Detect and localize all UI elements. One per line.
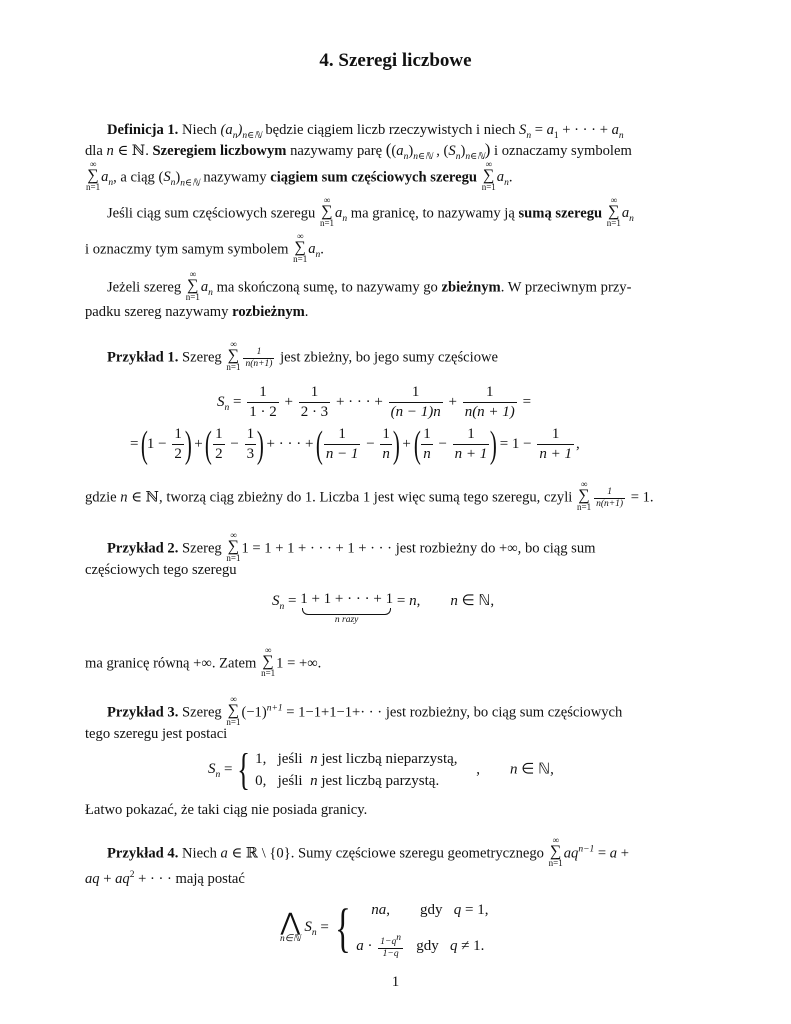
sum-symbol: ∞ ∑ n=1	[293, 231, 308, 264]
sum-symbol: ∞ ∑ n=1	[548, 835, 563, 868]
text: nazywamy parę	[290, 143, 383, 159]
term-szereg-liczbowy: Szeregiem liczbowym	[152, 143, 287, 159]
text: dla	[85, 143, 103, 159]
text: mają postać	[175, 870, 245, 887]
text: . Sumy częściowe szeregu geometrycznego	[290, 845, 544, 862]
example2-line-1: Przykład 2. Szereg ∞ ∑ n=1 1 = 1 + 1 + · · · + 1 + · · · jest rozbieżny do +∞, bo ciąg sum	[107, 530, 596, 563]
equation-ex2: $S_n = 1 + 1$ + · · · + 1 n razy = n, n ∈ ℕ,	[272, 591, 495, 625]
text: Niech	[182, 845, 217, 862]
text: Niech	[182, 122, 217, 138]
underbrace-label: n razy	[334, 615, 359, 625]
text: ma granicę równą +∞. Zatem	[85, 655, 257, 672]
text: będzie ciągiem liczb rzeczywistych i niech	[265, 122, 516, 138]
example2-label: Przykład 2.	[107, 540, 179, 557]
text: Łatwo pokazać, że taki ciąg nie posiada granicy.	[85, 802, 368, 818]
page-title: 4. Szeregi liczbowe	[319, 50, 472, 71]
text: .	[304, 304, 309, 320]
text: gdy	[416, 938, 439, 954]
sum-symbol: ∞ ∑ n=1	[261, 645, 276, 678]
definition-line-4: Jeśli ciąg sum częściowych szeregu ∞ ∑ n=1 $a_n$ ma granicę, to nazywamy ją sumą szeregu ∞ ∑ n=1 $a_n$	[107, 195, 634, 228]
text: jeśli	[277, 751, 303, 767]
sum-symbol: ∞ ∑ n=1	[86, 159, 101, 192]
sum-symbol: ∞ ∑ n=1	[606, 195, 621, 228]
term-zbiezny: zbieżnym	[441, 279, 501, 296]
text: gdzie	[85, 489, 117, 506]
definition-line-5: i oznaczmy tym samym symbolem ∞ ∑ n=1 $a_n$.	[85, 231, 324, 264]
text: i oznaczamy symbolem	[494, 143, 632, 159]
text: Jeżeli szereg	[107, 279, 182, 296]
example1-line-1: Przykład 1. Szereg ∞ ∑ n=1 $\frac{1}{n(n+1)}$ jest zbieżny, bo jego sumy częściowe	[107, 339, 499, 372]
text: . W przeciwnym przy-	[500, 279, 632, 296]
definition-line-1: Definicja 1. Niech $(a_n)_{n\in ℕ}$ będzie ciągiem liczb rzeczywistych i niech $S_n = a_1$ + · · · + $a_n$	[107, 122, 624, 141]
sum-symbol: ∞ ∑ n=1	[319, 195, 335, 228]
example3-line-3	[85, 800, 707, 820]
example4-label: Przykład 4.	[107, 845, 179, 862]
text: padku szereg nazywamy	[85, 304, 229, 320]
text: nazywamy	[203, 169, 267, 186]
text: gdy	[420, 902, 443, 918]
equation-partial-sum-1: $S_n$ = $\frac{1}{1 \cdot 2}$ + $\frac{1}{2 \cdot 3}$ + · · · + $\frac{1}{(n - 1)n}$ + $\frac{1}{n(n + 1)}$ =	[217, 384, 532, 420]
example3-line-2	[85, 724, 707, 744]
sum-symbol: ∞ ∑ n=1	[226, 530, 241, 563]
underbrace: 1 + 1 + · · · + 1 n razy	[300, 591, 394, 625]
example1-label: Przykład 1.	[107, 349, 179, 366]
text: Jeśli ciąg sum częściowych szeregu	[107, 205, 316, 222]
cases: na, gdy q = 1, a · $\frac{1-q^n}{1-q}$ gdy q ≠ 1.	[356, 902, 489, 960]
example4-line-1: Przykład 4. Niech a ∈ ℝ \ {0}. Sumy częściowe szeregu geometrycznego ∞ ∑ n=1 $aq^{n-1} = a$ +	[107, 835, 629, 868]
text: tego szeregu jest postaci	[85, 726, 228, 742]
term-rozbiezny: rozbieżnym	[232, 304, 305, 320]
sum-symbol: ∞ ∑ n=1	[226, 694, 241, 727]
bigwedge-symbol: ⋀ n∈ℕ	[280, 910, 301, 945]
text: Szereg	[182, 349, 222, 366]
term-suma-szeregu: sumą szeregu	[518, 205, 603, 222]
text: jest liczbą nieparzystą,	[321, 751, 458, 767]
cases: 1, jeśli n jest liczbą nieparzystą, 0, jeśli n jest liczbą parzystą.	[255, 751, 458, 789]
example1-line-2: gdzie n ∈ ℕ, tworzą ciąg zbieżny do 1. Liczba 1 jest więc sumą tego szeregu, czyli ∞ ∑ n=1 $\frac{1}{n(n+1)}$ = 1.	[85, 479, 654, 512]
text: jeśli	[277, 773, 303, 789]
text: jest rozbieżny do +∞, bo ciąg sum	[395, 540, 596, 557]
text: i oznaczmy tym samym symbolem	[85, 241, 289, 258]
page-number: 1	[391, 974, 400, 990]
text: jest liczbą parzystą.	[321, 773, 440, 789]
sum-symbol: ∞ ∑ n=1	[226, 339, 241, 372]
sum-symbol: ∞ ∑ n=1	[185, 269, 200, 302]
sum-symbol: ∞ ∑ n=1	[481, 159, 496, 192]
definition-line-6: Jeżeli szereg ∞ ∑ n=1 $a_n$ ma skończoną sumę, to nazywamy go zbieżnym. W przeciwnym przy-	[107, 269, 632, 302]
equation-ex4: ⋀ n∈ℕ $S_n$ = { na, gdy q = 1, a · $\frac{1-q^n}{1-q}$ gdy q ≠ 1.	[280, 892, 489, 964]
text: Szereg	[182, 704, 222, 721]
text: , a ciąg	[113, 169, 155, 186]
example2-line-2	[85, 560, 707, 580]
example3-label: Przykład 3.	[107, 704, 179, 721]
equation-partial-sum-2: = (1 − $\frac{1}{2}$ ) + ( $\frac{1}{2}$ − $\frac{1}{3}$ ) + · · · + ( $\frac{1}{n - 1}$ − $\frac{1}{n}$ ) + ( $\frac{1}{n}$ − $\frac{1}{n + 1}$ ) = 1 − $\frac{1}{n + 1}$ ,	[130, 423, 580, 466]
example3-line-1: Przykład 3. Szereg ∞ ∑ n=1 $(-1)^{n+1} = 1-1+1-1+\cdot$ · · jest rozbieżny, bo ciąg sum częściowych	[107, 694, 623, 727]
equation-ex3: $S_n$ = { 1, jeśli n jest liczbą nieparzystą, 0, jeśli n jest liczbą parzystą. , n ∈ ℕ,	[208, 745, 554, 794]
text: ma skończoną sumę, to nazywamy go	[216, 279, 438, 296]
text: ma granicę, to nazywamy ją	[350, 205, 515, 222]
text: , tworzą ciąg zbieżny do 1. Liczba 1 jest więc sumą tego szeregu, czyli	[159, 489, 573, 506]
definition-line-3: ∞ ∑ n=1 $a_n$, a ciąg $(S_n)_{n\in ℕ}$ nazywamy ciągiem sum częściowych szeregu ∞ ∑ n=1 $a_n$.	[86, 159, 513, 192]
definition-label: Definicja 1.	[107, 122, 179, 138]
term-ciag-sum: ciągiem sum częściowych szeregu	[270, 169, 478, 186]
example2-line-3: ma granicę równą +∞. Zatem ∞ ∑ n=1 1 = +∞.	[85, 645, 322, 678]
text: jest rozbieżny, bo ciąg sum częściowych	[385, 704, 623, 721]
definition-line-2: dla n ∈ ℕ. Szeregiem liczbowym nazywamy parę ($(a_n)_{n\in ℕ}$ , $(S_n)_{n\in ℕ}$) i oznaczamy symbolem	[85, 140, 632, 162]
text: jest zbieżny, bo jego sumy częściowe	[280, 349, 499, 366]
text: częściowych tego szeregu	[85, 562, 237, 578]
example4-line-2: aq + $aq^2$ + · · · mają postać	[85, 870, 245, 887]
text: Szereg	[182, 540, 222, 557]
definition-line-7	[85, 302, 707, 322]
sum-symbol: ∞ ∑ n=1	[577, 479, 592, 512]
